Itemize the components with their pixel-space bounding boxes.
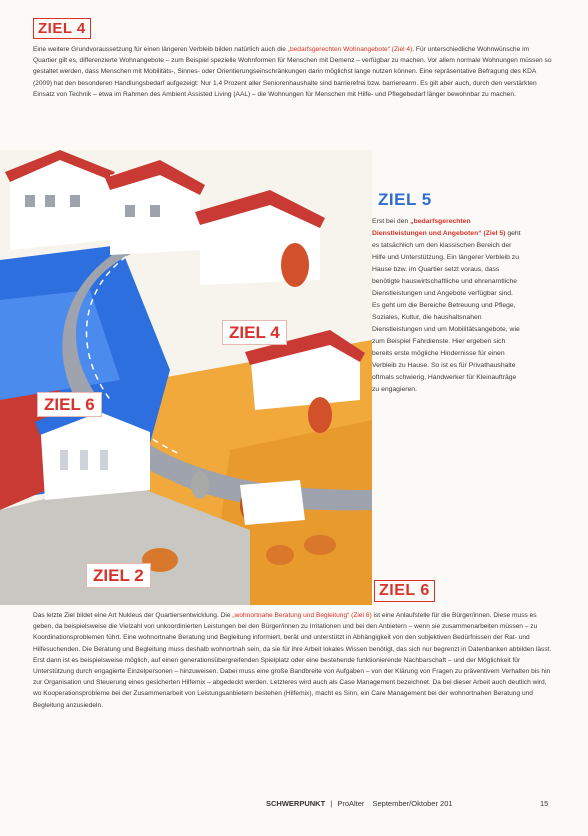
illustration-label-ziel6: ZIEL 6 [37,392,102,417]
ziel4-heading-tag: ZIEL 4 [33,18,91,39]
page-number: 15 [540,799,549,808]
top-paragraph-text-a: Eine weitere Grundvoraussetzung für einen längeren Verbleib bilden natürlich auch die [33,46,288,53]
top-paragraph-text-b: . Für unterschiedliche Wohnwünsche im Quartier gilt es, differenzierte Wohnangebote – zum Beispiel spezielle Wohnformen für Menschen mit Demenz – verfügbar zu machen. Vor allem normale Wohnungen müssen so gestaltet werden, dass Menschen mit Mobilitäts-, Sinnes- oder Orientierungseinschränkungen darin möglichst lange nutzen können. Eine repräsentative Befragung des KDA (2009) hat den besonderen Handlungsbedarf aufgezeigt: Nur 1,4 Prozent aller Seniorenhaushalte sind barrierefrei bzw. barrierearm. Es gilt aber auch, durch den verstärkten Einsatz von Technik – etwa im Rahmen des Ambient Assisted Living (AAL) – die Wohnungen für Menschen mit Hilfe- und Pflegebedarf länger bewohnbar zu machen. [33,46,552,98]
illustration-label-ziel2: ZIEL 2 [86,563,151,588]
footer-issue: September/Oktober 201 [372,799,453,808]
footer-magazine: ProAlter [337,799,365,808]
ziel5-heading: ZIEL 5 [378,190,432,209]
quartier-illustration [0,150,372,605]
bottom-paragraph-text-b: ist eine Anlaufstelle für die Bürger/innen. Diese muss es geben, da beispielsweise die Vielzahl von unkoordinierten Leistungen bei den Bürger/innen zu Irritationen und bei den Anbietern – wenn sie zusammenarbeiten müssen – zu Koordinationsproblemen führt. Eine wohnortnahe Beratung und Begleitung informiert, berät und unterstützt in Abhängigkeit von den subjektiven Bedürfnissen der Rat- und Hilfesuchenden. Die Beratung und Begleitung muss deshalb wohnortnah sein, da sie für ihre Arbeit lokales Wissen benötigt, das sich nur begrenzt in Datenbanken abbilden lässt. Erst dann ist es beispielsweise möglich, auf einen generationsübergreifenden Spielplatz oder eine bestehende funktionierende Nachbarschaft – und der Möglichkeit für Unterstützung durch engagierte Einzelpersonen – hinzuweisen. Dabei muss eine große Bandbreite von Aufgaben – von der Klärung von Fragen zu präventivem Verhalten bis hin zur Organisation und Steuerung eines gesicherten Hilfemix – abgedeckt werden. Letzteres wird auch als Case Management bezeichnet. Da bei dieser Arbeit auch deutlich wird, wo Kooperationsprobleme bei der Zusammenarbeit von Leistungsanbietern bestehen (Hilfemix), macht es Sinn, ein Care Management bei der wohnortnahen Beratung und Begleitung anzusiedeln. [33,612,552,709]
ziel6-link[interactable]: „wohnortnahe Beratung und Begleitung“ (Ziel 6) [232,612,372,619]
ziel4-link[interactable]: „bedarfsgerechten Wohnangebote“ (Ziel 4) [287,46,413,53]
bottom-paragraph [33,610,555,711]
ziel5-link[interactable]: „bedarfsgerechten Dienstleistungen und Angeboten“ (Ziel 5) [372,218,506,237]
ziel5-paragraph [372,216,522,396]
top-paragraph [33,44,553,100]
bottom-paragraph-text-a: Das letzte Ziel bildet eine Art Nukleus der Quartiersentwicklung. Die [33,612,233,619]
ziel5-text-b: geht es tatsächlich um den klassischen Bereich der Hilfe und Unterstützung. Ein längerer Verbleib zu Hause bzw. im Quartier setzt voraus, dass benötigte hauswirtschaftliche und ehrenamtliche Dienstleistungen und Angebote verfügbar sind. Es geht um die Bereiche Betreuung und Pflege, Soziales, Kultur, die haushaltsnahen Dienstleistungen und um Mobilitätsangebote, wie zum Beispiel Fahrdienste. Hier ergeben sich bereits erste mögliche Hindernisse für einen Verbleib zu Hause. So ist es für Privathaushalte oftmals schwierig, Handwerker für Kleinaufträge zu engagieren. [372,230,521,393]
footer-separator: | [330,799,333,808]
ziel5-text-a: Erst bei den [372,218,411,225]
illustration-label-ziel4: ZIEL 4 [222,320,287,345]
ziel6-heading-tag: ZIEL 6 [374,580,435,602]
page-footer [266,799,453,808]
footer-section: SCHWERPUNKT [266,799,326,808]
